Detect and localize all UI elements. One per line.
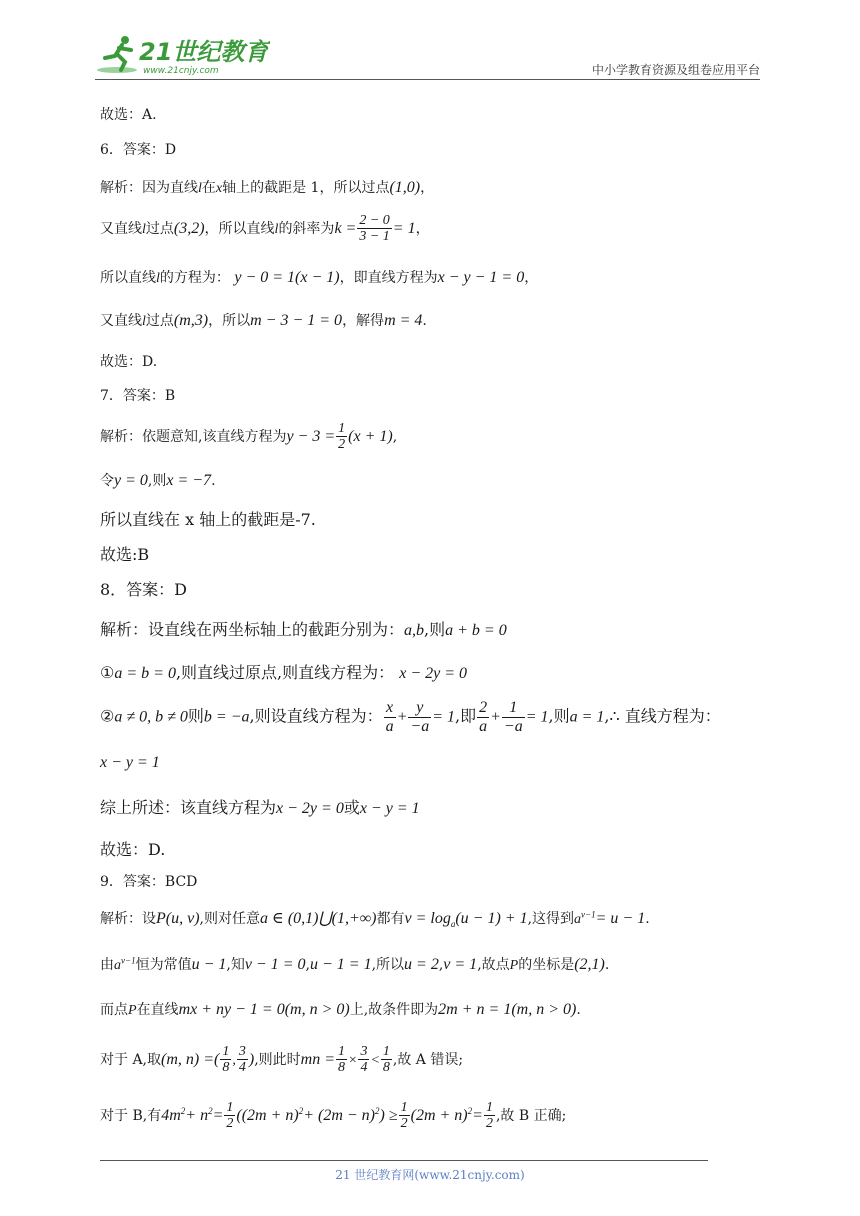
runner-logo-icon bbox=[95, 32, 270, 76]
platform-slogan: 中小学教育资源及组卷应用平台 bbox=[591, 63, 760, 77]
text-line: 故选：D. bbox=[100, 840, 166, 859]
text-line: ①a = b = 0,则直线过原点,则直线方程为： x − 2y = 0 bbox=[100, 663, 468, 682]
text-line: 故选：D. bbox=[100, 354, 158, 370]
svg-text:21世纪教育: 21世纪教育 bbox=[139, 38, 269, 66]
text-line: 解析：依题意知,该直线方程为y − 3 = $\frac{1}{2}$ (x + 1), bbox=[100, 421, 398, 453]
text-line: 故选:B bbox=[100, 545, 150, 564]
text-line: 解析：设直线在两坐标轴上的截距分别为：a,b,则a + b = 0 bbox=[100, 620, 507, 639]
fraction: $\frac{y}{-a}$ bbox=[410, 699, 430, 735]
text-line: 对于 B,有$4m^2+ n^2=$ $\frac{1}{2}$ $((2m + n)^2+ (2m - n)^2)$ ≥ $\frac{1}{2}$ $(2m + n)^2=$ $\frac{1}{2}$ ,故 B 正确; bbox=[100, 1100, 567, 1132]
fraction: $\frac{2 - 0}{3 - 1}$ bbox=[359, 213, 390, 245]
text-line: 又直线l过点(m,3)，所以m − 3 − 1 = 0，解得m = 4. bbox=[100, 312, 427, 329]
fraction: $\frac{x}{a}$ bbox=[385, 699, 394, 735]
fraction: $\frac{3}{4}$ bbox=[238, 1044, 246, 1076]
text-line: 故选：A. bbox=[100, 107, 157, 123]
text-line: 而点P在直线mx + ny − 1 = 0(m, n > 0)上,故条件即为2m + n = 1(m, n > 0). bbox=[100, 1001, 581, 1018]
text-line: 解析：设P(u, v),则对任意a ∈ (0,1)⋃(1,+∞)都有$v = \log_a(u - 1) + 1$,这得到$a^{v-1}= u - 1$. bbox=[100, 909, 650, 929]
fraction: $\frac{3}{4}$ bbox=[360, 1044, 368, 1076]
fraction: $\frac{1}{-a}$ bbox=[503, 699, 523, 735]
fraction: $\frac{1}{8}$ bbox=[222, 1044, 230, 1076]
text-line: 由$a^{v-1}$恒为常值u − 1,知v − 1 = 0,u − 1 = 1,所以u = 2,v = 1,故点P的坐标是(2,1). bbox=[100, 955, 610, 973]
header-divider bbox=[95, 79, 760, 80]
text-line: 对于 A,取(m, n) =( $\frac{1}{8}$ , $\frac{3}{4}$ ),则此时mn = $\frac{1}{8}$ × $\frac{3}{4}$ < $\frac{1}{8}$ ,故 A 错误; bbox=[100, 1044, 464, 1076]
fraction: $\frac{1}{8}$ bbox=[382, 1044, 390, 1076]
text-line: 所以直线在 x 轴上的截距是-7. bbox=[100, 510, 316, 529]
site-logo bbox=[95, 32, 270, 76]
fraction: $\frac{1}{8}$ bbox=[338, 1044, 345, 1076]
text-line: 综上所述：该直线方程为x − 2y = 0或x − y = 1 bbox=[100, 798, 420, 817]
footer-divider bbox=[100, 1160, 708, 1161]
text-line: x − y = 1 bbox=[100, 754, 160, 771]
question-9-answer: 9．答案：BCD bbox=[100, 874, 198, 890]
fraction: $\frac{1}{2}$ bbox=[338, 421, 346, 453]
page-header bbox=[95, 28, 760, 80]
question-7-answer: 7．答案：B bbox=[100, 388, 176, 404]
text-line: ②a ≠ 0, b ≠ 0则b = −a,则设直线方程为： $\frac{x}{a}$ + $\frac{y}{-a}$ = 1,即 $\frac{2}{a}$ + $\frac{1}{-a}$ = 1,则a = 1,∴ 直线方程为： bbox=[100, 699, 721, 735]
question-8-answer: 8．答案：D bbox=[100, 580, 188, 599]
text-line: 解析：因为直线l在x轴上的截距是 1，所以过点(1,0)， bbox=[100, 179, 435, 196]
text-line: 所以直线l的方程为： y − 0 = 1(x − 1)，即直线方程为x − y − 1 = 0， bbox=[100, 269, 539, 286]
fraction: $\frac{2}{a}$ bbox=[479, 699, 488, 735]
footer-link[interactable]: 21 世纪教育网(www.21cnjy.com) bbox=[335, 1168, 525, 1182]
fraction: $\frac{1}{2}$ bbox=[400, 1100, 408, 1132]
text-line: 又直线l过点(3,2)，所以直线l的斜率为k = $\frac{2 - 0}{3 - 1}$ = 1， bbox=[100, 213, 430, 245]
svg-text:www.21cnjy.com: www.21cnjy.com bbox=[143, 66, 219, 76]
fraction: $\frac{1}{2}$ bbox=[226, 1100, 234, 1132]
fraction: $\frac{1}{2}$ bbox=[485, 1100, 493, 1132]
text-line: 令y = 0,则x = −7. bbox=[100, 472, 216, 489]
question-6-answer: 6．答案：D bbox=[100, 142, 177, 158]
